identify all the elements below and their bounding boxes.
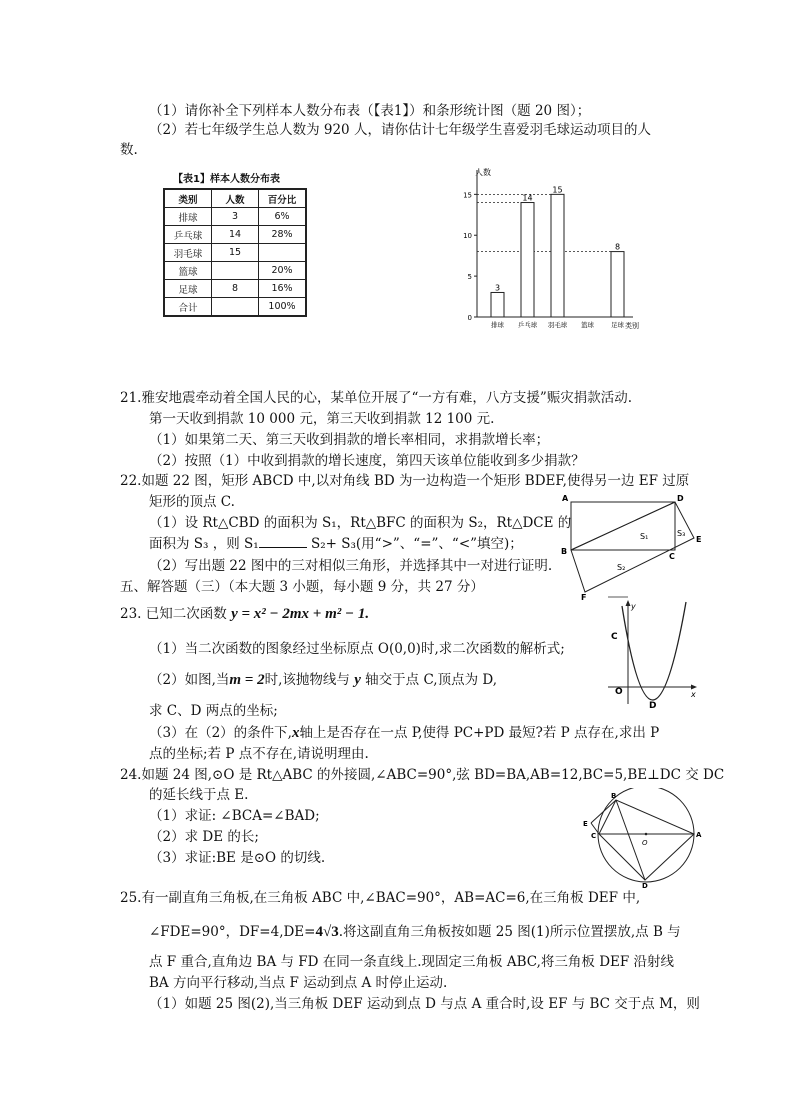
q22-line4 xyxy=(149,535,523,553)
q23-line5 xyxy=(149,724,659,742)
table-cell: 排球 xyxy=(164,208,212,226)
q20-part2-cont: 数. xyxy=(120,142,138,158)
q23-pre: 23. 已知二次函数 xyxy=(120,606,232,622)
q23-line3-c: 轴交于点 C,顶点为 D, xyxy=(360,672,498,688)
table-caption: 【表1】样本人数分布表 xyxy=(173,174,280,185)
x-axis-label: x xyxy=(691,690,696,699)
q23-m-value: m = 2 xyxy=(229,672,265,688)
q23-line4: 求 C、D 两点的坐标; xyxy=(149,703,278,719)
bar-value-label: 3 xyxy=(494,283,501,293)
y-tick-label: 0 xyxy=(467,314,472,322)
point-e-label: E xyxy=(696,535,702,544)
table-cell: 合计 xyxy=(164,298,212,317)
point-c-label: C xyxy=(611,632,618,642)
y-tick-label: 15 xyxy=(463,191,472,200)
table-cell xyxy=(259,244,307,262)
table-cell: 乒乓球 xyxy=(164,226,212,244)
bar-value-label: 15 xyxy=(552,185,563,195)
table-cell: 28% xyxy=(259,226,307,244)
sample-table xyxy=(163,188,307,317)
q22-line2: 矩形的顶点 C. xyxy=(149,494,235,510)
q25-line2 xyxy=(149,923,681,941)
bar xyxy=(521,203,534,317)
center-point xyxy=(645,833,648,836)
table-cell: 20% xyxy=(259,262,307,280)
q21-line3: （1）如果第二天、第三天收到捐款的增长率相同，求捐款增长率； xyxy=(149,432,550,448)
table-header-cell: 人数 xyxy=(212,189,259,208)
q23-line2: （1）当二次函数的图象经过坐标原点 O(0,0)时,求二次函数的解析式; xyxy=(149,641,565,657)
q23-line5-a: （3）在（2）的条件下, xyxy=(149,725,292,741)
bar xyxy=(611,252,624,317)
category-label: 乒乓球 xyxy=(517,321,538,329)
table-header-cell: 类别 xyxy=(164,189,212,208)
category-label: 羽毛球 xyxy=(547,321,568,329)
q22-figure xyxy=(557,490,707,602)
bar-value-label: 14 xyxy=(522,193,533,203)
category-label: 篮球 xyxy=(581,321,594,329)
q22-line4-b: S₂+ S₃(用“>”、“=”、“<”填空)； xyxy=(306,536,523,552)
point-b-label: B xyxy=(611,792,617,800)
q23-line3-a: （2）如图,当 xyxy=(149,672,230,688)
point-b-label: B xyxy=(561,547,568,556)
table-row xyxy=(164,226,306,244)
category-label: 足球 xyxy=(611,321,624,329)
rectangle-bdef xyxy=(571,502,694,592)
q24-line5: （3）求证:BE 是⊙O 的切线. xyxy=(149,850,326,866)
y-axis-arrow xyxy=(626,600,631,606)
q23-line3-b: 时,该抛物线与 xyxy=(264,672,355,688)
q25-line5: （1）如题 25 图(2),当三角板 DEF 运动到点 D 与点 A 重合时,设 EF 与 BC 交于点 M，则 xyxy=(149,996,700,1012)
table-row xyxy=(164,280,306,298)
table-cell: 篮球 xyxy=(164,262,212,280)
parabola xyxy=(622,602,686,700)
table-cell xyxy=(212,262,259,280)
point-c-label: C xyxy=(669,552,675,561)
bar xyxy=(551,194,564,317)
table-cell: 6% xyxy=(259,208,307,226)
table-cell: 16% xyxy=(259,280,307,298)
q22-line1: 22.如题 22 图，矩形 ABCD 中,以对角线 BD 为一边构造一个矩形 BDEF,使得另一边 EF 过原 xyxy=(120,473,690,489)
q23-line6: 点的坐标;若 P 点不存在,请说明理由. xyxy=(149,746,369,762)
area-s2-label: S₂ xyxy=(617,563,626,572)
q24-line1: 24.如题 24 图,⊙O 是 Rt△ABC 的外接圆,∠ABC=90°,弦 BD=BA,AB=12,BC=5,BE⊥DC 交 DC xyxy=(120,767,725,783)
table-row xyxy=(164,244,306,262)
y-axis-label: y xyxy=(631,602,636,611)
q25-line4: BA 方向平行移动,当点 F 运动到点 A 时停止运动. xyxy=(149,975,448,991)
bar-value-label: 8 xyxy=(614,242,621,252)
q25-line3: 点 F 重合,直角边 BA 与 FD 在同一条直线上.现固定三角板 ABC,将三角板 DEF 沿射线 xyxy=(149,954,675,970)
q24-line4: （2）求 DE 的长; xyxy=(149,829,259,845)
table-cell: 足球 xyxy=(164,280,212,298)
table-cell xyxy=(212,298,259,317)
segment-be xyxy=(591,800,616,823)
q23-line1 xyxy=(120,605,369,623)
point-e-label: E xyxy=(583,820,588,828)
table-cell: 14 xyxy=(212,226,259,244)
q25-line1: 25.有一副直角三角板,在三角板 ABC 中,∠BAC=90°，AB=AC=6,在三角板 DEF 中, xyxy=(120,890,641,906)
y-tick-label: 10 xyxy=(463,232,472,241)
area-s1-label: S₁ xyxy=(640,532,649,541)
table-header-cell: 百分比 xyxy=(259,189,307,208)
point-d-label: D xyxy=(677,494,684,503)
q25-line2-a: ∠FDE=90°，DF=4,DE= xyxy=(149,924,316,940)
origin-label: O xyxy=(615,687,623,697)
q22-line3: （1）设 Rt△CBD 的面积为 S₁，Rt△BFC 的面积为 S₂，Rt△DCE 的 xyxy=(149,515,572,531)
point-o-label: O xyxy=(642,839,648,847)
q21-line4: （2）按照（1）中收到捐款的增长速度，第四天该单位能收到多少捐款？ xyxy=(149,453,585,469)
q23-x-var: x xyxy=(291,725,300,741)
q24-line2: 的延长线于点 E. xyxy=(149,787,249,803)
q25-de-value: 4√3 xyxy=(315,924,339,940)
q20-part2: （2）若七年级学生总人数为 920 人，请你估计七年级学生喜爱羽毛球运动项目的人 xyxy=(149,122,651,138)
area-s3-label: S₃ xyxy=(677,529,686,538)
point-d-label: D xyxy=(649,701,657,708)
table-row xyxy=(164,262,306,280)
section5-title: 五、解答题（三）（本大题 3 小题，每小题 9 分，共 27 分） xyxy=(120,579,484,595)
q22-line5: （2）写出题 22 图中的三对相似三角形，并选择其中一对进行证明. xyxy=(149,558,553,574)
q23-formula: y = x² − 2mx + m² − 1. xyxy=(231,606,370,622)
table-row xyxy=(164,208,306,226)
point-d-label: D xyxy=(642,882,648,888)
table-cell: 3 xyxy=(212,208,259,226)
point-a-label: A xyxy=(696,831,702,839)
point-c-label: C xyxy=(591,832,597,840)
point-f-label: F xyxy=(581,593,587,602)
q21-line2: 第一天收到捐款 10 000 元，第三天收到捐款 12 100 元. xyxy=(149,411,495,427)
q23-line3 xyxy=(149,671,497,689)
point-a-label: A xyxy=(562,494,569,503)
y-axis-label: 人数 xyxy=(475,168,491,177)
q20-part1: （1）请你补全下列样本人数分布表（【表1】）和条形统计图（题 20 图）； xyxy=(149,103,591,119)
chord-bd xyxy=(616,800,645,880)
bar xyxy=(491,292,504,317)
q24-line3: （1）求证: ∠BCA=∠BAD; xyxy=(149,808,320,824)
x-axis-label: 类别 xyxy=(625,322,639,330)
category-label: 排球 xyxy=(491,321,504,329)
answer-blank xyxy=(259,535,307,548)
q25-line2-b: .将这副直角三角板按如题 25 图(1)所示位置摆放,点 B 与 xyxy=(338,924,681,940)
q22-line4-a: 面积为 S₃ ，则 S₁ xyxy=(149,536,259,552)
y-tick-label: 5 xyxy=(467,273,472,282)
x-axis-arrow xyxy=(691,685,697,690)
q23-y-var: y xyxy=(354,672,361,688)
table-header-row xyxy=(164,189,306,208)
table-cell: 15 xyxy=(212,244,259,262)
table-cell: 100% xyxy=(259,298,307,317)
bar-chart xyxy=(455,160,660,335)
q23-line5-b: 轴上是否存在一点 P,使得 PC+PD 最短?若 P 点存在,求出 P xyxy=(299,725,660,741)
q24-figure xyxy=(580,788,705,888)
table-cell: 羽毛球 xyxy=(164,244,212,262)
q21-line1: 21.雅安地震牵动着全国人民的心，某单位开展了“一方有难，八方支援”赈灾捐款活动. xyxy=(120,390,633,406)
table-cell: 8 xyxy=(212,280,259,298)
table-row xyxy=(164,298,306,317)
q23-figure xyxy=(600,596,700,708)
